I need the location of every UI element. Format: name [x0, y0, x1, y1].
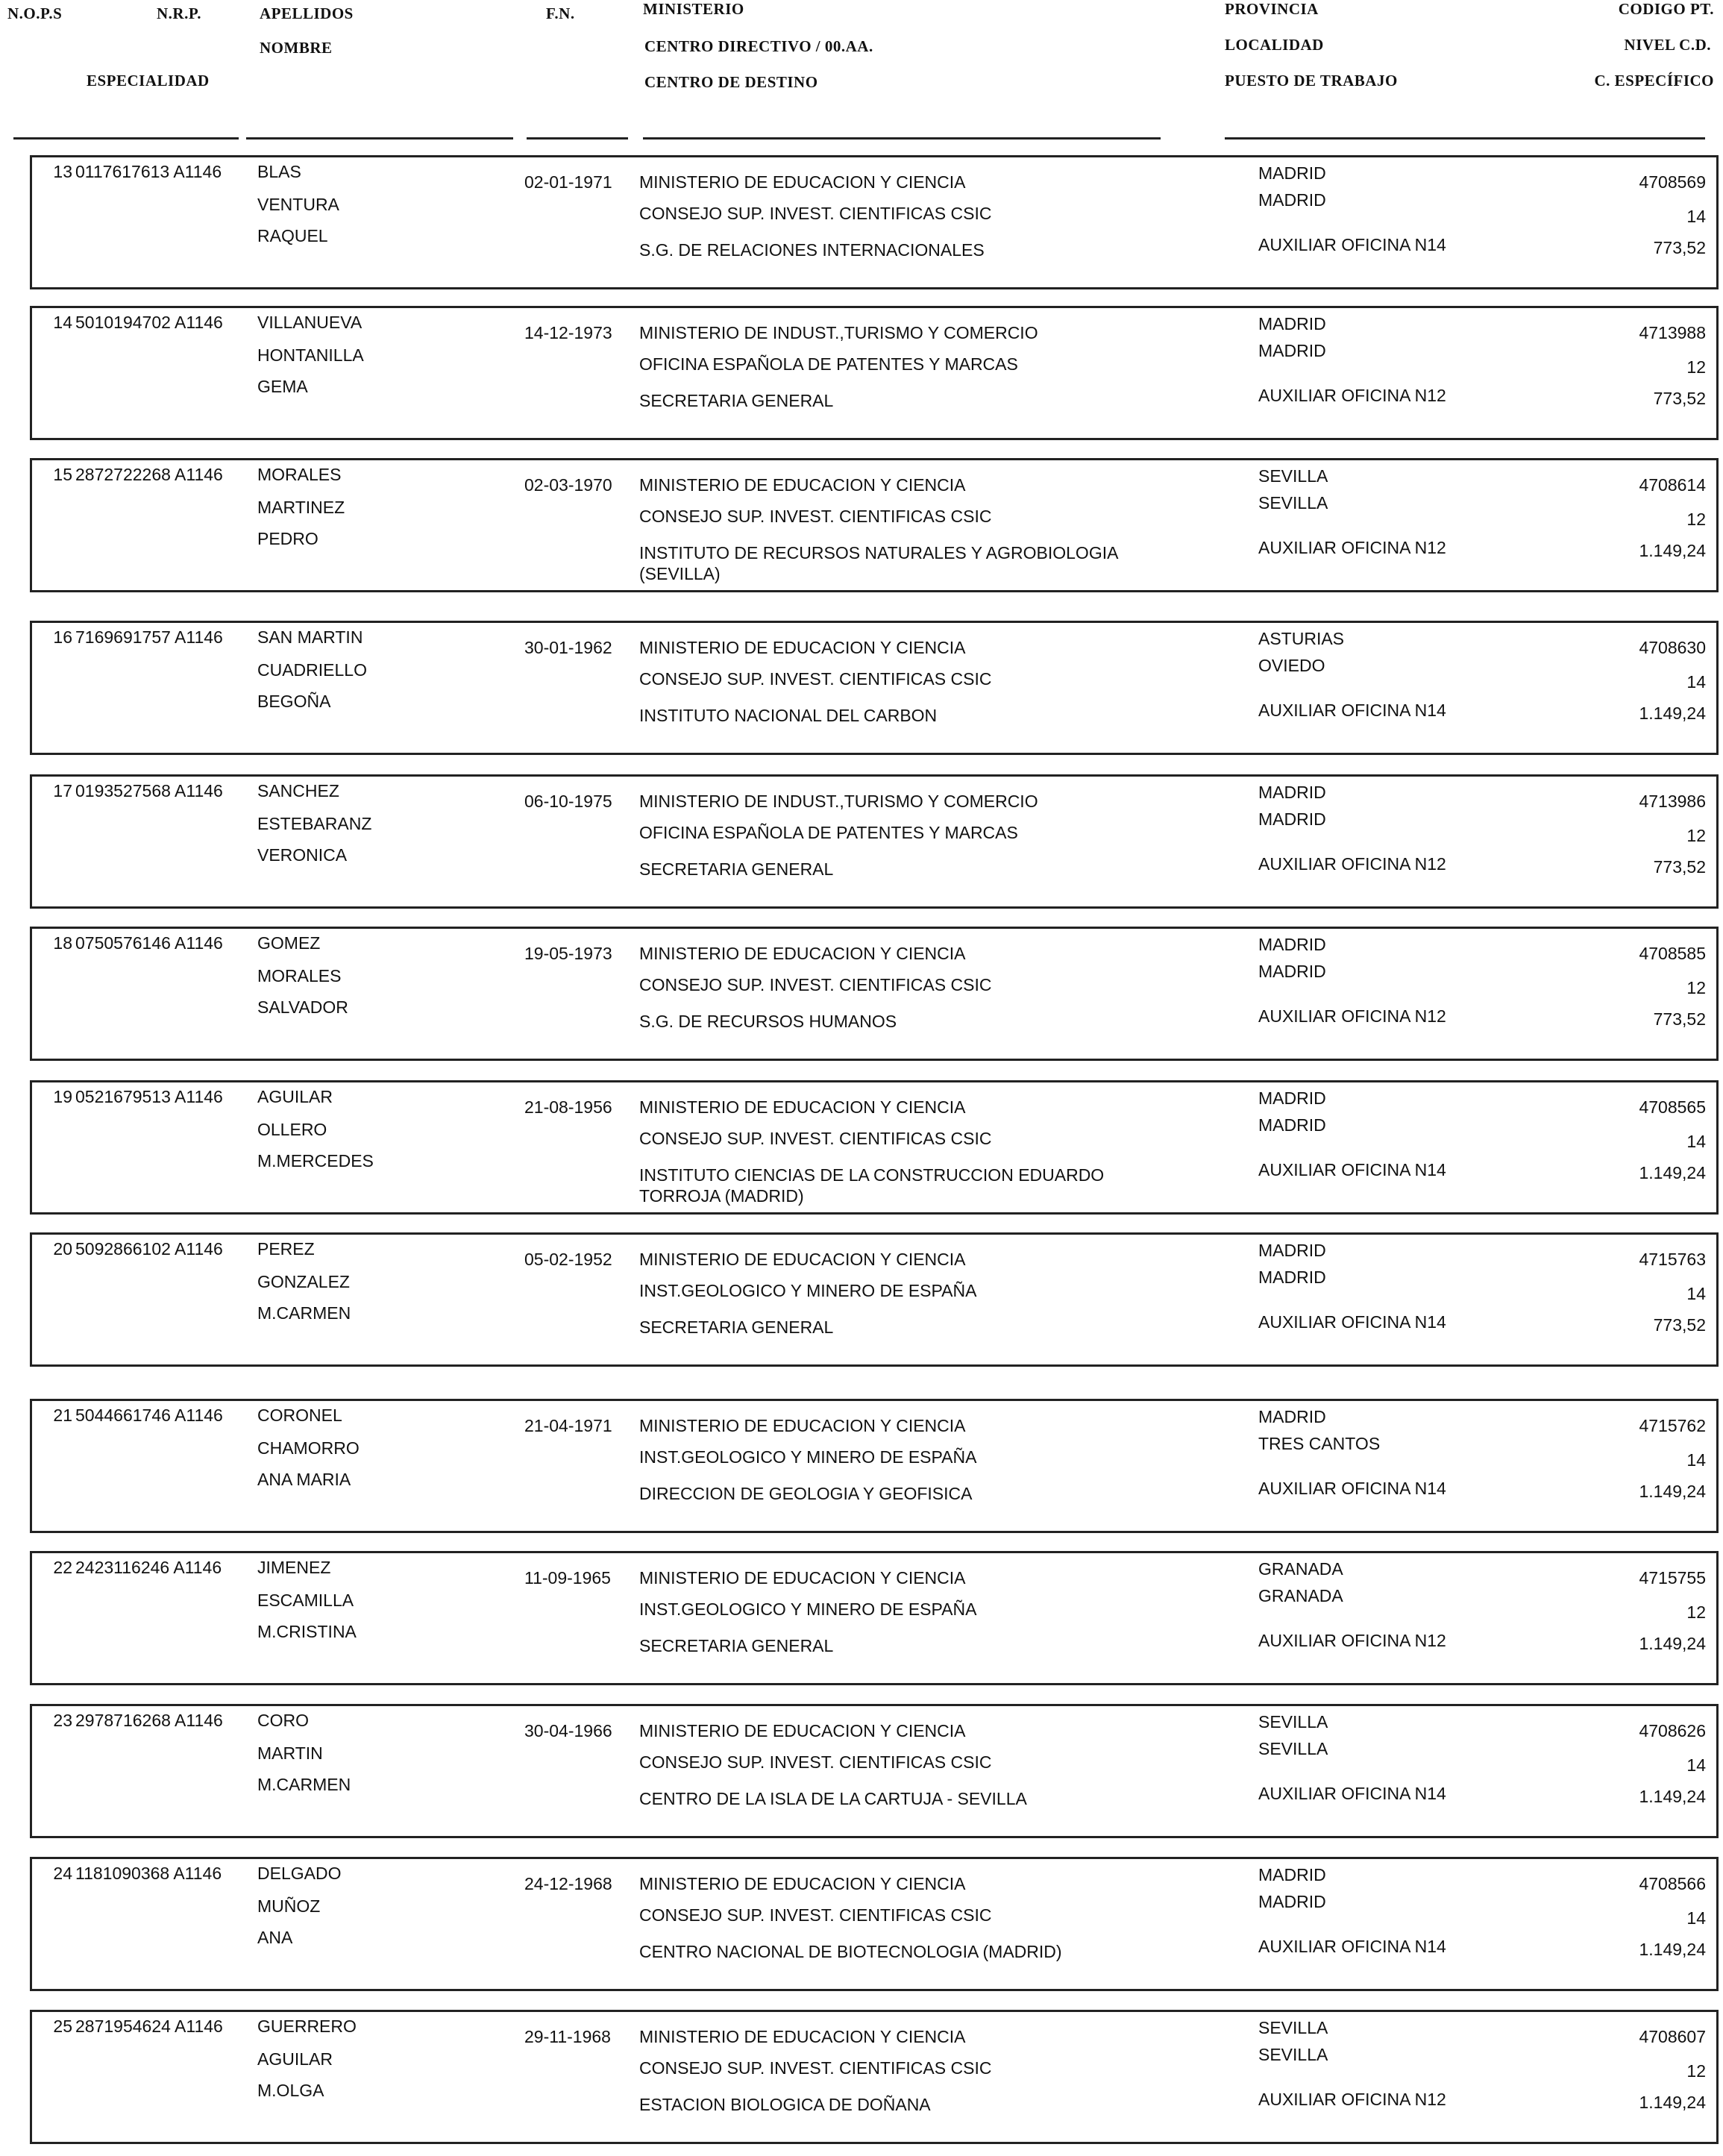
record-row — [30, 1399, 1719, 1533]
birth-date: 21-04-1971 — [524, 1416, 612, 1435]
province: MADRID — [1258, 1241, 1326, 1260]
directive-center: INST.GEOLOGICO Y MINERO DE ESPAÑA — [639, 1599, 977, 1619]
destination-center: INSTITUTO NACIONAL DEL CARBON — [639, 706, 938, 725]
locality: MADRID — [1258, 190, 1326, 210]
given-name: BEGOÑA — [257, 692, 331, 711]
record-nrp: 2423116246 A1146 — [75, 1558, 222, 1577]
locality: MADRID — [1258, 1115, 1326, 1135]
record-number: 24 — [53, 1864, 72, 1883]
second-surname: MARTIN — [257, 1743, 323, 1763]
given-name: M.CARMEN — [257, 1775, 351, 1794]
destination-center: SECRETARIA GENERAL — [639, 1636, 834, 1655]
level-cd: 14 — [1686, 1908, 1706, 1928]
header-especialidad: ESPECIALIDAD — [87, 72, 210, 90]
first-surname: AGUILAR — [257, 1087, 333, 1106]
province: SEVILLA — [1258, 1712, 1328, 1732]
record-number: 16 — [53, 627, 72, 647]
header-localidad: LOCALIDAD — [1225, 36, 1324, 54]
job-position: AUXILIAR OFICINA N14 — [1258, 701, 1446, 720]
directive-center: CONSEJO SUP. INVEST. CIENTIFICAS CSIC — [639, 975, 992, 994]
province: GRANADA — [1258, 1559, 1343, 1579]
job-position: AUXILIAR OFICINA N12 — [1258, 386, 1446, 405]
header-nrp: N.R.P. — [157, 4, 201, 22]
given-name: ANA — [257, 1928, 293, 1947]
ministry: MINISTERIO DE EDUCACION Y CIENCIA — [639, 1874, 966, 1893]
birth-date: 02-01-1971 — [524, 172, 612, 192]
header-codigo: CODIGO PT. — [1618, 0, 1714, 18]
province: MADRID — [1258, 1407, 1326, 1426]
level-cd: 14 — [1686, 1132, 1706, 1151]
directive-center: CONSEJO SUP. INVEST. CIENTIFICAS CSIC — [639, 1129, 992, 1148]
destination-center: S.G. DE RECURSOS HUMANOS — [639, 1012, 897, 1031]
province: MADRID — [1258, 783, 1326, 802]
position-code: 4708585 — [1639, 944, 1706, 963]
ministry: MINISTERIO DE EDUCACION Y CIENCIA — [639, 1568, 966, 1588]
job-position: AUXILIAR OFICINA N12 — [1258, 538, 1446, 557]
level-cd: 12 — [1686, 510, 1706, 529]
position-code: 4708614 — [1639, 475, 1706, 495]
first-surname: GOMEZ — [257, 933, 321, 953]
directive-center: CONSEJO SUP. INVEST. CIENTIFICAS CSIC — [639, 2058, 992, 2078]
first-surname: MORALES — [257, 465, 342, 484]
header-centro-destino: CENTRO DE DESTINO — [644, 73, 818, 91]
first-surname: CORO — [257, 1711, 309, 1730]
directive-center: CONSEJO SUP. INVEST. CIENTIFICAS CSIC — [639, 1905, 992, 1925]
job-position: AUXILIAR OFICINA N14 — [1258, 1160, 1446, 1179]
record-nrp: 0193527568 A1146 — [75, 781, 223, 800]
position-code: 4713986 — [1639, 792, 1706, 811]
ministry: MINISTERIO DE INDUST.,TURISMO Y COMERCIO — [639, 323, 1038, 342]
birth-date: 19-05-1973 — [524, 944, 612, 963]
ministry: MINISTERIO DE EDUCACION Y CIENCIA — [639, 1721, 966, 1740]
record-row — [30, 1080, 1719, 1215]
job-position: AUXILIAR OFICINA N12 — [1258, 2090, 1446, 2109]
second-surname: MARTINEZ — [257, 498, 345, 517]
destination-center: SECRETARIA GENERAL — [639, 859, 834, 879]
record-number: 25 — [53, 2016, 72, 2036]
province: ASTURIAS — [1258, 629, 1345, 648]
birth-date: 24-12-1968 — [524, 1874, 612, 1893]
birth-date: 29-11-1968 — [524, 2027, 611, 2046]
position-code: 4715763 — [1639, 1250, 1706, 1269]
specific-complement: 1.149,24 — [1639, 703, 1706, 723]
record-number: 20 — [53, 1239, 72, 1259]
record-row — [30, 1551, 1719, 1685]
header-apellidos: APELLIDOS — [260, 4, 354, 22]
record-number: 14 — [53, 313, 72, 332]
record-nrp: 1181090368 A1146 — [75, 1864, 222, 1883]
record-row — [30, 1232, 1719, 1367]
destination-center: SECRETARIA GENERAL — [639, 391, 834, 410]
header-nombre: NOMBRE — [260, 39, 333, 57]
position-code: 4708565 — [1639, 1097, 1706, 1117]
specific-complement: 773,52 — [1653, 857, 1706, 877]
specific-complement: 1.149,24 — [1639, 1940, 1706, 1959]
second-surname: AGUILAR — [257, 2049, 333, 2069]
header-nivel: NIVEL C.D. — [1624, 36, 1711, 54]
job-position: AUXILIAR OFICINA N12 — [1258, 854, 1446, 874]
specific-complement: 773,52 — [1653, 1315, 1706, 1335]
destination-center: INSTITUTO DE RECURSOS NATURALES Y AGROBIOLOGIA (SEVILLA) — [639, 543, 1118, 583]
directive-center: CONSEJO SUP. INVEST. CIENTIFICAS CSIC — [639, 204, 992, 223]
position-code: 4708569 — [1639, 172, 1706, 192]
job-position: AUXILIAR OFICINA N14 — [1258, 1312, 1446, 1332]
province: MADRID — [1258, 314, 1326, 333]
record-row — [30, 621, 1719, 755]
given-name: PEDRO — [257, 529, 318, 548]
birth-date: 30-01-1962 — [524, 638, 612, 657]
destination-center: DIRECCION DE GEOLOGIA Y GEOFISICA — [639, 1484, 973, 1503]
second-surname: OLLERO — [257, 1120, 327, 1139]
destination-center: S.G. DE RELACIONES INTERNACIONALES — [639, 240, 985, 260]
record-number: 15 — [53, 465, 72, 484]
record-number: 17 — [53, 781, 72, 800]
province: SEVILLA — [1258, 466, 1328, 486]
first-surname: GUERRERO — [257, 2016, 357, 2036]
record-nrp: 2872722268 A1146 — [75, 465, 223, 484]
position-code: 4715755 — [1639, 1568, 1706, 1588]
job-position: AUXILIAR OFICINA N14 — [1258, 1937, 1446, 1956]
ministry: MINISTERIO DE EDUCACION Y CIENCIA — [639, 172, 966, 192]
header-nops: N.O.P.S — [7, 4, 63, 22]
header-fn: F.N. — [546, 4, 575, 22]
record-nrp: 0521679513 A1146 — [75, 1087, 223, 1106]
second-surname: MORALES — [257, 966, 342, 985]
header-provincia: PROVINCIA — [1225, 0, 1319, 18]
specific-complement: 1.149,24 — [1639, 1634, 1706, 1653]
locality: OVIEDO — [1258, 656, 1325, 675]
specific-complement: 1.149,24 — [1639, 541, 1706, 560]
record-number: 23 — [53, 1711, 72, 1730]
record-nrp: 7169691757 A1146 — [75, 627, 223, 647]
locality: MADRID — [1258, 1267, 1326, 1287]
position-code: 4708566 — [1639, 1874, 1706, 1893]
level-cd: 14 — [1686, 207, 1706, 226]
position-code: 4708626 — [1639, 1721, 1706, 1740]
record-nrp: 5010194702 A1146 — [75, 313, 223, 332]
first-surname: DELGADO — [257, 1864, 342, 1883]
level-cd: 12 — [1686, 826, 1706, 845]
specific-complement: 1.149,24 — [1639, 1163, 1706, 1182]
level-cd: 12 — [1686, 978, 1706, 997]
record-number: 19 — [53, 1087, 72, 1106]
directive-center: OFICINA ESPAÑOLA DE PATENTES Y MARCAS — [639, 823, 1018, 842]
record-number: 13 — [53, 162, 72, 181]
header-centro-directivo: CENTRO DIRECTIVO / 00.AA. — [644, 37, 873, 55]
ministry: MINISTERIO DE EDUCACION Y CIENCIA — [639, 475, 966, 495]
given-name: M.OLGA — [257, 2081, 324, 2100]
province: MADRID — [1258, 1088, 1326, 1108]
second-surname: CHAMORRO — [257, 1438, 360, 1458]
second-surname: MUÑOZ — [257, 1896, 321, 1916]
specific-complement: 1.149,24 — [1639, 1787, 1706, 1806]
first-surname: PEREZ — [257, 1239, 315, 1259]
locality: MADRID — [1258, 1892, 1326, 1911]
first-surname: JIMENEZ — [257, 1558, 331, 1577]
birth-date: 02-03-1970 — [524, 475, 612, 495]
first-surname: SANCHEZ — [257, 781, 339, 800]
given-name: M.MERCEDES — [257, 1151, 374, 1171]
birth-date: 30-04-1966 — [524, 1721, 612, 1740]
given-name: VERONICA — [257, 845, 348, 865]
job-position: AUXILIAR OFICINA N14 — [1258, 1479, 1446, 1498]
level-cd: 14 — [1686, 1284, 1706, 1303]
job-position: AUXILIAR OFICINA N12 — [1258, 1631, 1446, 1650]
position-code: 4708630 — [1639, 638, 1706, 657]
second-surname: HONTANILLA — [257, 345, 364, 365]
record-row — [30, 1704, 1719, 1838]
directive-center: INST.GEOLOGICO Y MINERO DE ESPAÑA — [639, 1447, 977, 1467]
destination-center: ESTACION BIOLOGICA DE DOÑANA — [639, 2095, 931, 2114]
record-nrp: 0117617613 A1146 — [75, 162, 222, 181]
ministry: MINISTERIO DE EDUCACION Y CIENCIA — [639, 1097, 966, 1117]
second-surname: CUADRIELLO — [257, 660, 367, 680]
record-row — [30, 306, 1719, 440]
level-cd: 14 — [1686, 672, 1706, 692]
province: SEVILLA — [1258, 2018, 1328, 2037]
specific-complement: 773,52 — [1653, 1009, 1706, 1029]
record-row — [30, 155, 1719, 289]
second-surname: VENTURA — [257, 195, 339, 214]
job-position: AUXILIAR OFICINA N14 — [1258, 1784, 1446, 1803]
locality: MADRID — [1258, 341, 1326, 360]
ministry: MINISTERIO DE EDUCACION Y CIENCIA — [639, 638, 966, 657]
destination-center: CENTRO NACIONAL DE BIOTECNOLOGIA (MADRID) — [639, 1942, 1062, 1961]
position-code: 4713988 — [1639, 323, 1706, 342]
record-nrp: 5092866102 A1146 — [75, 1239, 223, 1259]
level-cd: 14 — [1686, 1755, 1706, 1775]
specific-complement: 1.149,24 — [1639, 2093, 1706, 2112]
province: MADRID — [1258, 1865, 1326, 1884]
birth-date: 06-10-1975 — [524, 792, 612, 811]
locality: SEVILLA — [1258, 1739, 1328, 1758]
directive-center: OFICINA ESPAÑOLA DE PATENTES Y MARCAS — [639, 354, 1018, 374]
second-surname: GONZALEZ — [257, 1272, 350, 1291]
birth-date: 14-12-1973 — [524, 323, 612, 342]
locality: SEVILLA — [1258, 2045, 1328, 2064]
destination-center: INSTITUTO CIENCIAS DE LA CONSTRUCCION EDUARDO TORROJA (MADRID) — [639, 1165, 1105, 1206]
header-ministerio: MINISTERIO — [643, 0, 744, 18]
record-row — [30, 927, 1719, 1061]
record-nrp: 5044661746 A1146 — [75, 1406, 223, 1425]
province: MADRID — [1258, 935, 1326, 954]
record-row — [30, 2010, 1719, 2144]
position-code: 4715762 — [1639, 1416, 1706, 1435]
locality: SEVILLA — [1258, 493, 1328, 513]
birth-date: 05-02-1952 — [524, 1250, 612, 1269]
directive-center: CONSEJO SUP. INVEST. CIENTIFICAS CSIC — [639, 507, 992, 526]
first-surname: CORONEL — [257, 1406, 342, 1425]
first-surname: BLAS — [257, 162, 301, 181]
record-nrp: 2978716268 A1146 — [75, 1711, 223, 1730]
birth-date: 21-08-1956 — [524, 1097, 612, 1117]
record-nrp: 0750576146 A1146 — [75, 933, 223, 953]
given-name: GEMA — [257, 377, 308, 396]
first-surname: SAN MARTIN — [257, 627, 363, 647]
given-name: M.CARMEN — [257, 1303, 351, 1323]
header-especifico: C. ESPECÍFICO — [1594, 72, 1714, 90]
record-row — [30, 774, 1719, 909]
ministry: MINISTERIO DE EDUCACION Y CIENCIA — [639, 1250, 966, 1269]
ministry: MINISTERIO DE EDUCACION Y CIENCIA — [639, 944, 966, 963]
record-nrp: 2871954624 A1146 — [75, 2016, 223, 2036]
level-cd: 14 — [1686, 1450, 1706, 1470]
ministry: MINISTERIO DE EDUCACION Y CIENCIA — [639, 2027, 966, 2046]
level-cd: 12 — [1686, 357, 1706, 377]
given-name: M.CRISTINA — [257, 1622, 357, 1641]
second-surname: ESCAMILLA — [257, 1591, 354, 1610]
locality: GRANADA — [1258, 1586, 1343, 1605]
first-surname: VILLANUEVA — [257, 313, 363, 332]
ministry: MINISTERIO DE EDUCACION Y CIENCIA — [639, 1416, 966, 1435]
record-row — [30, 1857, 1719, 1991]
header-puesto: PUESTO DE TRABAJO — [1225, 72, 1398, 90]
position-code: 4708607 — [1639, 2027, 1706, 2046]
birth-date: 11-09-1965 — [524, 1568, 611, 1588]
ministry: MINISTERIO DE INDUST.,TURISMO Y COMERCIO — [639, 792, 1038, 811]
destination-center: SECRETARIA GENERAL — [639, 1317, 834, 1337]
second-surname: ESTEBARANZ — [257, 814, 372, 833]
destination-center: CENTRO DE LA ISLA DE LA CARTUJA - SEVILLA — [639, 1789, 1027, 1808]
directive-center: CONSEJO SUP. INVEST. CIENTIFICAS CSIC — [639, 1752, 992, 1772]
directive-center: CONSEJO SUP. INVEST. CIENTIFICAS CSIC — [639, 669, 992, 689]
specific-complement: 1.149,24 — [1639, 1482, 1706, 1501]
record-number: 21 — [53, 1406, 72, 1425]
given-name: RAQUEL — [257, 226, 328, 245]
given-name: SALVADOR — [257, 997, 348, 1017]
job-position: AUXILIAR OFICINA N12 — [1258, 1006, 1446, 1026]
province: MADRID — [1258, 163, 1326, 183]
given-name: ANA MARIA — [257, 1470, 351, 1489]
directive-center: INST.GEOLOGICO Y MINERO DE ESPAÑA — [639, 1281, 977, 1300]
locality: MADRID — [1258, 962, 1326, 981]
record-row — [30, 458, 1719, 592]
record-number: 22 — [53, 1558, 72, 1577]
level-cd: 12 — [1686, 2061, 1706, 2081]
locality: TRES CANTOS — [1258, 1434, 1381, 1453]
locality: MADRID — [1258, 809, 1326, 829]
level-cd: 12 — [1686, 1602, 1706, 1622]
specific-complement: 773,52 — [1653, 389, 1706, 408]
job-position: AUXILIAR OFICINA N14 — [1258, 235, 1446, 254]
record-number: 18 — [53, 933, 72, 953]
specific-complement: 773,52 — [1653, 238, 1706, 257]
